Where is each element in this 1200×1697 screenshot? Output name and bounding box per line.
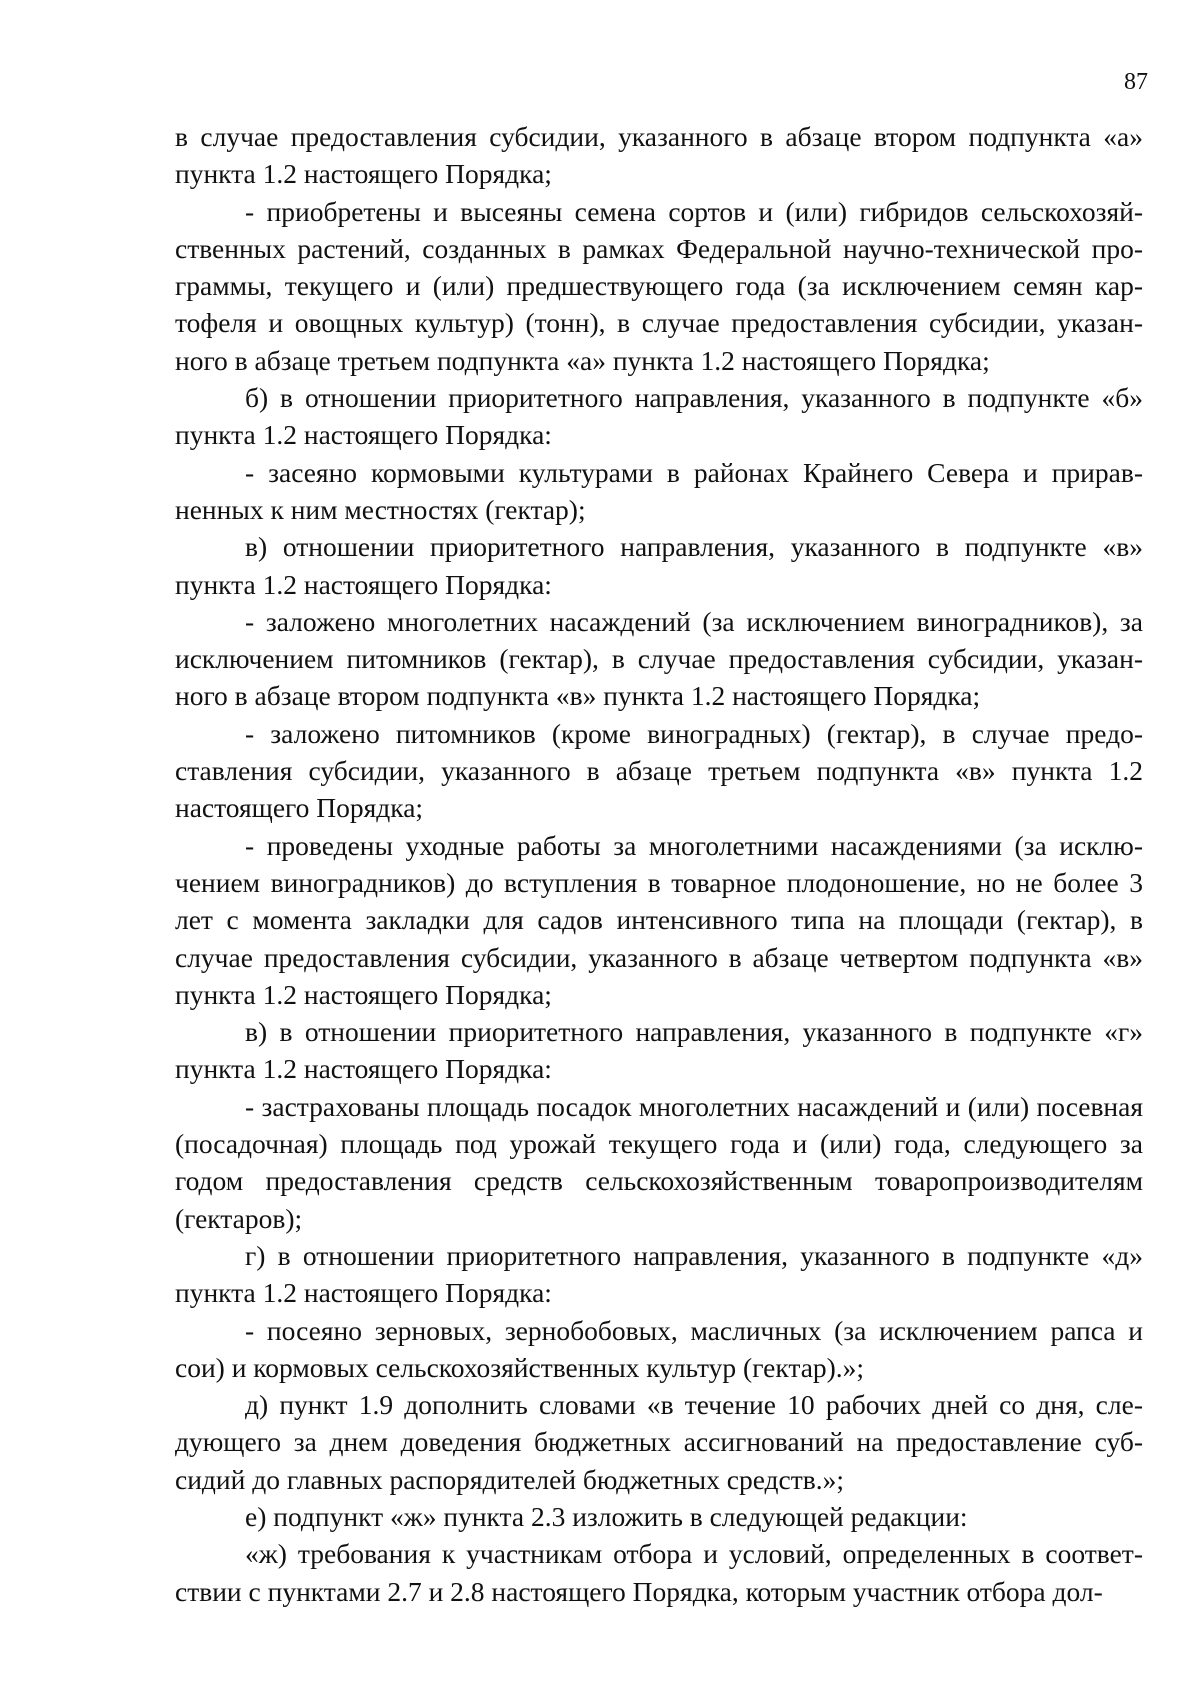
paragraph: д) пункт 1.9 дополнить словами «в течение 10 рабочих дней со дня, следующего за днем доведения бюджетных ассигнований на предоставление субсидий до главных распорядителей бюджетных средств.»; [175,1389,1143,1495]
paragraph: - посеяно зерновых, зернобобовых, масличных (за исключением рапса и сои) и кормовых сельскохозяйственных культур (гектар).»; [175,1314,1143,1383]
paragraph: в случае предоставления субсидии, указанного в абзаце втором подпункта «а» пункта 1.2 настоящего Порядка; [175,121,1143,190]
paragraph: - приобретены и высеяны семена сортов и (или) гибридов сельскохозяйственных растений, созданных в рамках Федеральной научно-технической программы, текущего и (или) предшествующего года (за исключением семян картофеля и овощных культур) (тонн), в случае предоставления субсидии, указанного в абзаце третьем подпункта «а» пункта 1.2 настоящего Порядка; [175,195,1143,376]
paragraph: - проведены уходные работы за многолетними насаждениями (за исключением виноградников) до вступления в товарное плодоношение, но не более 3 лет с момента закладки для садов интенсивного типа на площади (гектар), в случае предоставления субсидии, указанного в абзаце четвертом подпункта «в» пункта 1.2 настоящего Порядка; [175,829,1143,1010]
paragraph: е) подпункт «ж» пункта 2.3 изложить в следующей редакции: [245,1500,968,1532]
paragraph: «ж) требования к участникам отбора и условий, определенных в соответствии с пунктами 2.7 и 2.8 настоящего Порядка, которым участник отбора дол- [175,1538,1143,1607]
paragraph: - заложено питомников (кроме виноградных) (гектар), в случае предоставления субсидии, указанного в абзаце третьем подпункта «в» пункта 1.2 настоящего Порядка; [175,717,1143,824]
paragraph: в) в отношении приоритетного направления, указанного в подпункте «г» пункта 1.2 настоящего Порядка: [175,1016,1143,1085]
page-number: 87 [1124,69,1148,95]
document-body [175,118,1143,1610]
paragraph: в) отношении приоритетного направления, указанного в подпункте «в» пункта 1.2 настоящего Порядка: [175,531,1143,600]
paragraph: - застрахованы площадь посадок многолетних насаждений и (или) посевная (посадочная) площадь под урожай текущего года и (или) года, следующего за годом предоставления средств сельскохозяйственным товаропроизводителям (гектаров); [175,1090,1143,1234]
paragraph: б) в отношении приоритетного направления, указанного в подпункте «б» пункта 1.2 настоящего Порядка: [175,382,1143,451]
paragraph: - засеяно кормовыми культурами в районах Крайнего Севера и приравненных к ним местностях (гектар); [175,456,1143,525]
paragraph: - заложено многолетних насаждений (за исключением виноградников), за исключением питомников (гектар), в случае предоставления субсидии, указанного в абзаце втором подпункта «в» пункта 1.2 настоящего Порядка; [175,605,1143,712]
paragraph: г) в отношении приоритетного направления, указанного в подпункте «д» пункта 1.2 настоящего Порядка: [175,1239,1143,1309]
